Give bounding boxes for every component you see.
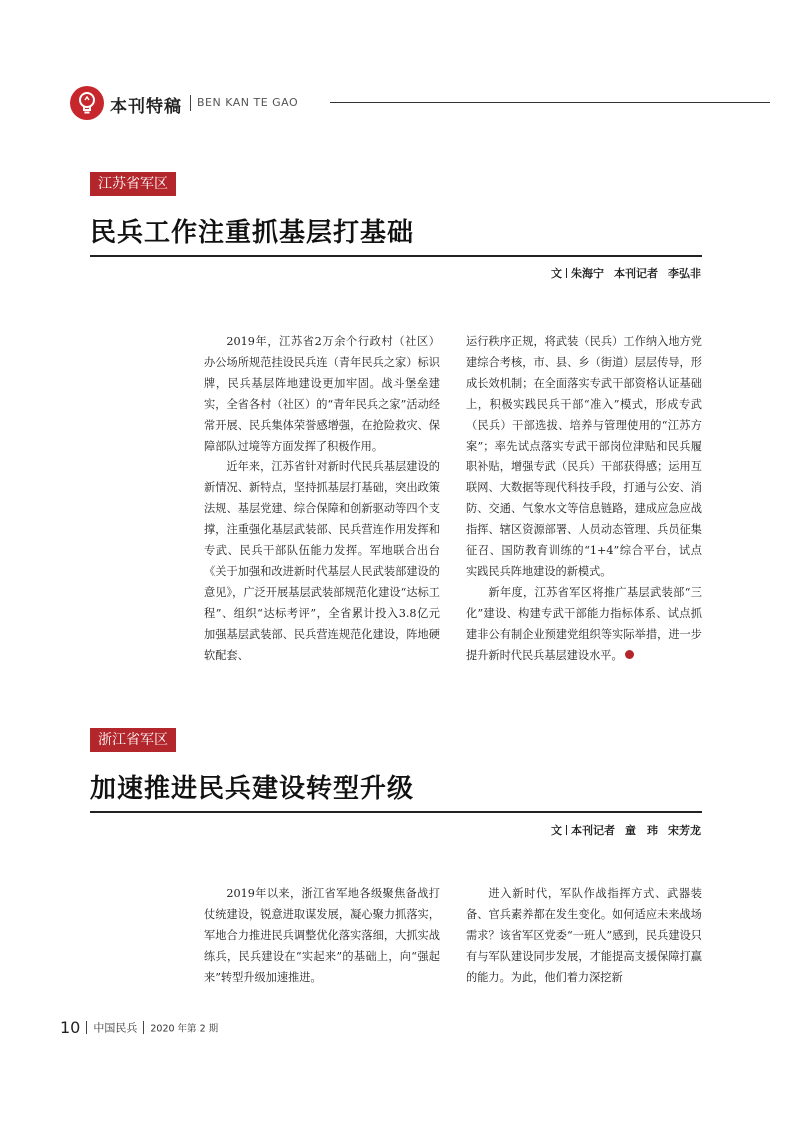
article-column-right [466, 332, 702, 667]
column-header [70, 86, 770, 120]
byline-separator [566, 268, 567, 278]
paragraph: 进入新时代，军队作战指挥方式、武器装备、官兵素养都在发生变化。如何适应未来战场需求？该省军区党委“一班人”感到，民兵建设只有与军队建设同步发展，才能提高支援保障打赢的能力。为此，他们着力深挖新 [466, 887, 702, 984]
byline [551, 265, 701, 281]
paragraph: 新年度，江苏省军区将推广基层武装部“三化”建设、构建专武干部能力指标体系、试点抓建非公有制企业预建党组织等实际举措，进一步提升新时代民兵基层建设水平。 [466, 585, 702, 662]
article-column-right [466, 884, 702, 989]
paragraph: 运行秩序正规，将武装（民兵）工作纳入地方党建综合考核，市、县、乡（街道）层层传导，形成长效机制；在全面落实专武干部资格认证基础上，积极实践民兵干部“准入”模式，形成专武（民兵）干部选拔、培养与管理使用的“江苏方案”；率先试点落实专武干部岗位津贴和民兵履职补贴，增强专武（民兵）干部获得感；运用互联网、大数据等现代科技手段，打通与公安、消防、交通、气象水文等信息链路，建成应急应战指挥、辖区资源部署、人员动态管理、兵员征集征召、国防教育训练的“1+4”综合平台，试点实践民兵阵地建设的新模式。 [466, 335, 702, 578]
byline-reporter-label: 本刊记者 [571, 824, 615, 837]
byline-prefix: 文 [551, 267, 562, 280]
lightbulb-icon [70, 86, 104, 120]
header-rule [330, 102, 770, 103]
byline-author: 宋芳龙 [668, 824, 701, 837]
title-rule [90, 255, 702, 257]
page-number: 10 [60, 1018, 81, 1037]
byline-author: 童 玮 [625, 824, 658, 837]
region-tag: 浙江省军区 [90, 728, 176, 752]
column-name: 本刊特稿 [110, 97, 182, 117]
title-rule [90, 811, 702, 813]
region-tag: 江苏省军区 [90, 172, 176, 196]
article-column-left [204, 884, 440, 989]
magazine-name: 中国民兵 [93, 1021, 138, 1035]
footer-separator [143, 1021, 144, 1034]
end-mark-icon [625, 650, 634, 659]
paragraph: 2019年，江苏省2万余个行政村（社区）办公场所规范挂设民兵连（青年民兵之家）标识牌，民兵基层阵地建设更加牢固。战斗堡垒建实，全省各村（社区）的“青年民兵之家”活动经常开展、民兵集体荣誉感增强，在抢险救灾、保障部队过境等方面发挥了积极作用。 [204, 335, 440, 453]
byline [551, 822, 701, 838]
byline-author: 朱海宁 [571, 267, 604, 280]
column-name-en: BEN KAN TE GAO [197, 96, 299, 109]
byline-author: 李弘非 [668, 267, 701, 280]
article-title: 加速推进民兵建设转型升级 [90, 774, 415, 804]
issue-label: 2020 年第 2 期 [150, 1023, 219, 1035]
article-column-left [204, 332, 440, 667]
byline-separator [566, 825, 567, 835]
header-separator [190, 95, 191, 111]
byline-reporter-label: 本刊记者 [614, 267, 658, 280]
paragraph: 近年来，江苏省针对新时代民兵基层建设的新情况、新特点，坚持抓基层打基础，突出政策法规、基层党建、综合保障和创新驱动等四个支撑，注重强化基层武装部、民兵营连作用发挥和专武、民兵干部队伍能力发挥。军地联合出台《关于加强和改进新时代基层人民武装部建设的意见》，广泛开展基层武装部规范化建设“达标工程”、组织“达标考评”，全省累计投入3.8亿元加强基层武装部、民兵营连规范化建设，阵地硬软配套、 [204, 460, 440, 662]
page-footer [60, 1017, 218, 1037]
byline-prefix: 文 [551, 824, 562, 837]
paragraph: 2019年以来，浙江省军地各级聚焦备战打仗统建设，锐意进取谋发展，凝心聚力抓落实，军地合力推进民兵调整优化落实落细，大抓实战练兵，民兵建设在“实起来”的基础上，向“强起来”转型升级加速推进。 [204, 887, 440, 984]
article-title: 民兵工作注重抓基层打基础 [90, 218, 415, 248]
footer-separator [86, 1021, 87, 1034]
